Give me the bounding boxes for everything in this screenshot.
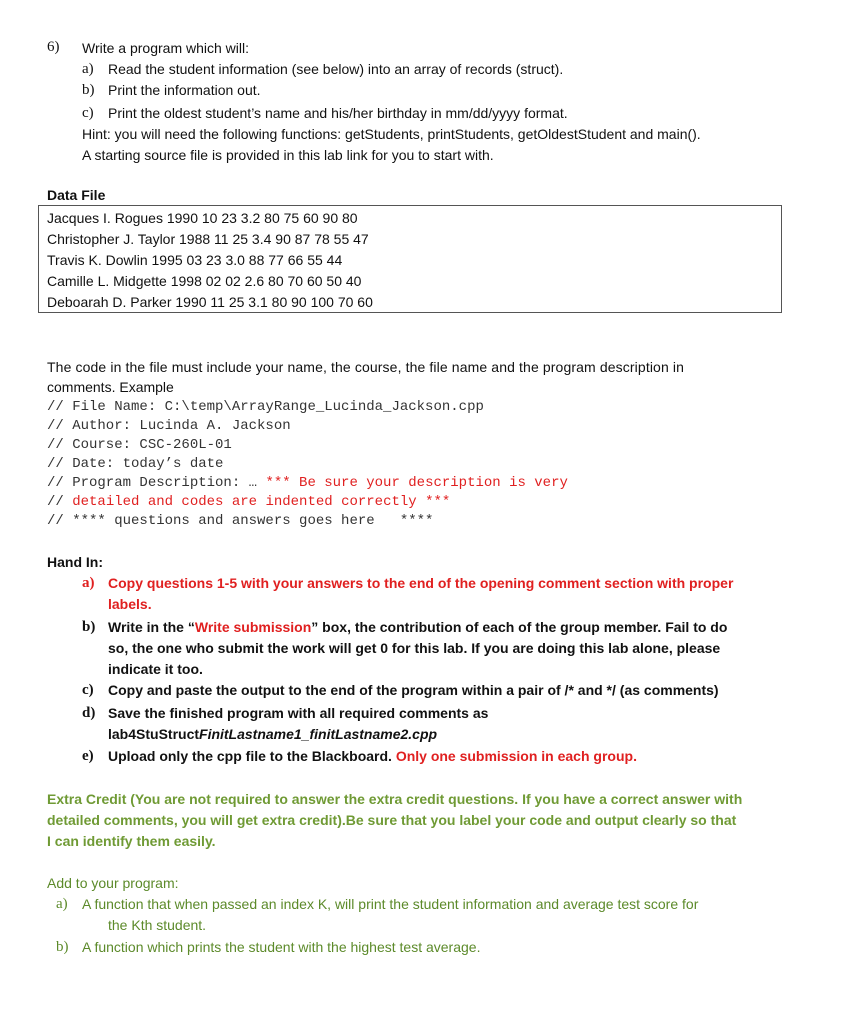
item-marker-c: c) bbox=[82, 105, 94, 121]
add-marker-b: b) bbox=[56, 939, 69, 955]
code-line-date: // Date: today’s date bbox=[47, 456, 224, 472]
item-b-text: Print the information out. bbox=[108, 82, 261, 98]
hand-in-b-post: ” box, the contribution of each of the group member. Fail to do bbox=[311, 619, 728, 635]
item-marker-b: b) bbox=[82, 82, 95, 98]
hand-in-e-text bbox=[108, 746, 637, 766]
hand-in-a-line2: labels. bbox=[108, 596, 152, 612]
hand-in-marker-b: b) bbox=[82, 619, 96, 635]
code-line-author: // Author: Lucinda A. Jackson bbox=[47, 418, 291, 434]
hand-in-b-line2: so, the one who submit the work will get 0 for this lab. If you are doing this lab alone, please bbox=[108, 640, 721, 656]
data-row: Camille L. Midgette 1998 02 02 2.6 80 70 60 50 40 bbox=[47, 273, 362, 289]
data-row: Jacques I. Rogues 1990 10 23 3.2 80 75 60 90 80 bbox=[47, 210, 358, 226]
hand-in-b-pre: Write in the “ bbox=[108, 619, 195, 635]
code-line-detail bbox=[47, 492, 450, 512]
starting-file-text: A starting source file is provided in this lab link for you to start with. bbox=[82, 147, 494, 163]
data-row: Christopher J. Taylor 1988 11 25 3.4 90 87 78 55 47 bbox=[47, 231, 369, 247]
extra-credit-line3: I can identify them easily. bbox=[47, 833, 216, 849]
hand-in-c-text: Copy and paste the output to the end of the program within a pair of /* and */ (as comments) bbox=[108, 682, 719, 698]
hand-in-marker-a: a) bbox=[82, 575, 95, 591]
comments-requirement-line2: comments. Example bbox=[47, 379, 174, 395]
hand-in-d-filename bbox=[108, 724, 437, 744]
one-submission-note: Only one submission in each group. bbox=[395, 748, 637, 764]
code-line-questions: // **** questions and answers goes here **** bbox=[47, 513, 434, 529]
filename-prefix: lab4StuStruct bbox=[108, 726, 200, 742]
hand-in-marker-c: c) bbox=[82, 682, 94, 698]
extra-credit-line1: Extra Credit (You are not required to answer the extra credit questions. If you have a correct answer with bbox=[47, 791, 743, 807]
code-detail-prefix: // bbox=[47, 494, 73, 510]
hand-in-b-line3: indicate it too. bbox=[108, 661, 203, 677]
hand-in-d-line1: Save the finished program with all required comments as bbox=[108, 705, 489, 721]
write-submission-label: Write submission bbox=[194, 619, 312, 635]
code-line-course: // Course: CSC-260L-01 bbox=[47, 437, 232, 453]
data-row: Travis K. Dowlin 1995 03 23 3.0 88 77 66 55 44 bbox=[47, 252, 343, 268]
hand-in-b-line1 bbox=[108, 617, 727, 637]
data-file-box bbox=[38, 205, 782, 313]
item-c-text: Print the oldest student’s name and his/her birthday in mm/dd/yyyy format. bbox=[108, 105, 568, 121]
item-marker-a: a) bbox=[82, 61, 94, 77]
question-intro: Write a program which will: bbox=[82, 40, 250, 56]
item-a-text: Read the student information (see below) into an array of records (struct). bbox=[108, 61, 564, 77]
add-b-text: A function which prints the student with the highest test average. bbox=[82, 939, 481, 955]
hand-in-marker-d: d) bbox=[82, 705, 96, 721]
add-program-heading: Add to your program: bbox=[47, 875, 179, 891]
data-file-heading: Data File bbox=[47, 187, 106, 203]
add-marker-a: a) bbox=[56, 896, 68, 912]
hand-in-marker-e: e) bbox=[82, 748, 94, 764]
add-a-line1: A function that when passed an index K, will print the student information and average test score for bbox=[82, 896, 699, 912]
code-description-warning: *** Be sure your description is very bbox=[265, 475, 568, 491]
add-a-line2: the Kth student. bbox=[108, 917, 207, 933]
hand-in-a-line1: Copy questions 1-5 with your answers to the end of the opening comment section with proper bbox=[108, 575, 734, 591]
extra-credit-line2: detailed comments, you will get extra credit).Be sure that you label your code and output clearly so that bbox=[47, 812, 737, 828]
question-number: 6) bbox=[47, 39, 60, 55]
hint-text: Hint: you will need the following functions: getStudents, printStudents, getOldestStudent and main(). bbox=[82, 126, 701, 142]
code-description-prefix: // Program Description: … bbox=[47, 475, 266, 491]
hand-in-heading: Hand In: bbox=[47, 554, 103, 570]
comments-requirement-line1: The code in the file must include your name, the course, the file name and the program description in bbox=[47, 359, 685, 375]
hand-in-e-pre: Upload only the cpp file to the Blackboard. bbox=[108, 748, 396, 764]
code-line-description bbox=[47, 473, 568, 493]
code-detail-warning: detailed and codes are indented correctly *** bbox=[72, 494, 451, 510]
code-line-filename: // File Name: C:\temp\ArrayRange_Lucinda_Jackson.cpp bbox=[47, 399, 484, 415]
filename-italic: FinitLastname1_finitLastname2.cpp bbox=[199, 726, 438, 742]
data-row: Deboarah D. Parker 1990 11 25 3.1 80 90 100 70 60 bbox=[47, 294, 373, 310]
